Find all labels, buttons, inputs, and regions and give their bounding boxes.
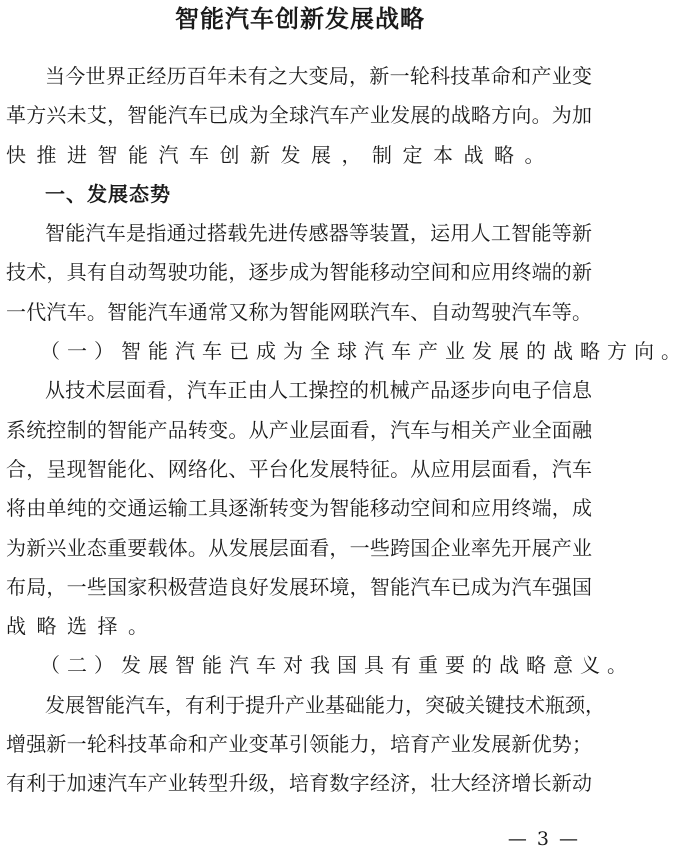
text-line: 战略选择。 <box>6 614 159 639</box>
text-line: 系统控制的智能产品转变。从产业层面看，汽车与相关产业全面融 <box>6 417 592 442</box>
document-title: 智能汽车创新发展战略 <box>175 5 425 33</box>
text-line: 布局，一些国家积极营造良好发展环境，智能汽车已成为汽车强国 <box>6 574 592 599</box>
subsection-heading: （二）发展智能汽车对我国具有重要的战略意义。 <box>40 653 634 678</box>
text-line: 技术，具有自动驾驶功能，逐步成为智能移动空间和应用终端的新 <box>6 260 592 285</box>
text-line: 当今世界正经历百年未有之大变局，新一轮科技革命和产业变 <box>45 64 592 88</box>
text-line: 发展智能汽车，有利于提升产业基础能力，突破关键技术瓶颈， <box>45 692 605 717</box>
text-line: 从技术层面看，汽车正由人工操控的机械产品逐步向电子信息 <box>45 378 592 403</box>
text-line: 将由单纯的交通运输工具逐渐转变为智能移动空间和应用终端，成 <box>6 496 592 521</box>
text-line: 快推进智能汽车创新发展，制定本战略。 <box>6 142 555 167</box>
subsection-heading: （一）智能汽车已成为全球汽车产业发展的战略方向。 <box>40 339 688 364</box>
text-line: 有利于加速汽车产业转型升级，培育数字经济，壮大经济增长新动 <box>6 771 592 796</box>
text-line: 合，呈现智能化、网络化、平台化发展特征。从应用层面看，汽车 <box>6 456 592 481</box>
page-number: — 3 — <box>507 828 580 850</box>
text-line: 增强新一轮科技革命和产业变革引领能力，培育产业发展新优势； <box>6 732 592 757</box>
text-line: 革方兴未艾，智能汽车已成为全球汽车产业发展的战略方向。为加 <box>6 103 592 128</box>
document-body <box>6 57 688 804</box>
text-line: 一代汽车。智能汽车通常又称为智能网联汽车、自动驾驶汽车等。 <box>6 299 592 324</box>
section-heading: 一、发展态势 <box>45 181 171 206</box>
text-line: 为新兴业态重要载体。从发展层面看，一些跨国企业率先开展产业 <box>6 535 592 560</box>
text-line: 智能汽车是指通过搭载先进传感器等装置，运用人工智能等新 <box>45 221 592 246</box>
